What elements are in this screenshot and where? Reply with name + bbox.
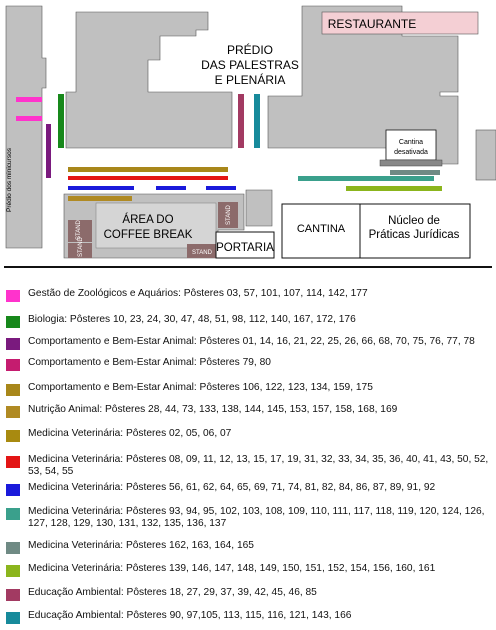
predio-palestras-label-1: PRÉDIO (226, 43, 274, 57)
campus-map (0, 0, 496, 262)
legend-label: Medicina Veterinária: Pôsteres 08, 09, 11, 12, 13, 15, 17, 19, 31, 32, 33, 34, 35, 36, 40, 41, 43, 50, 52, 53, 54, 55 (28, 454, 489, 477)
map-legend-divider (4, 266, 492, 268)
legend-label: Medicina Veterinária: Pôsteres 93, 94, 95, 102, 103, 108, 109, 110, 111, 117, 118, 119, 120, 124, 126, 127, 128, 129, 130, 131, 132, 135, 136, 137 (28, 506, 485, 529)
strip-brown (68, 196, 132, 201)
legend-label: Comportamento e Bem-Estar Animal: Pôsteres 106, 122, 123, 134, 159, 175 (28, 382, 373, 393)
legend-label: Educação Ambiental: Pôsteres 18, 27, 29, 37, 39, 42, 45, 46, 85 (28, 587, 317, 598)
legend-swatch (6, 589, 20, 601)
stand-label-right: STAND (226, 205, 232, 225)
cantina-desativada-label-2: desativada (394, 149, 428, 156)
strip-comportamento-79-80 (238, 94, 244, 148)
legend-label: Gestão de Zoológicos e Aquários: Pôsteres 03, 57, 101, 107, 114, 142, 177 (28, 288, 368, 299)
legend-label: Comportamento e Bem-Estar Animal: Pôsteres 01, 14, 16, 21, 22, 25, 26, 66, 68, 70, 75, 76, 77, 78 (28, 336, 475, 347)
cantina-desativada-roof (380, 160, 442, 166)
predio-palestras-left-wing (66, 12, 232, 148)
strip-blue-2 (156, 186, 186, 190)
strip-olive (68, 167, 228, 172)
legend-label: Medicina Veterinária: Pôsteres 162, 163, 164, 165 (28, 540, 254, 551)
legend-swatch (6, 359, 20, 371)
legend-swatch (6, 456, 20, 468)
stand-label-bottom-left: STAND (78, 237, 84, 257)
predio-palestras-label-3: E PLENÁRIA (214, 73, 286, 87)
predio-minicursos-label: Prédio dos minicursos (6, 148, 13, 212)
legend-label: Nutrição Animal: Pôsteres 28, 44, 73, 133, 138, 144, 145, 153, 157, 158, 168, 169 (28, 404, 398, 415)
legend-swatch (6, 430, 20, 442)
strip-blue-1 (68, 186, 134, 190)
strip-educacao-teal (254, 94, 260, 148)
cantina-label: CANTINA (296, 223, 346, 235)
strip-gestao-zoologicos-2 (16, 116, 42, 121)
nucleo-label-1: Núcleo de (388, 215, 440, 227)
predio-palestras-label-2: DAS PALESTRAS (201, 58, 299, 72)
legend-swatch (6, 612, 20, 624)
legend-label: Medicina Veterinária: Pôsteres 139, 146, 147, 148, 149, 150, 151, 152, 154, 156, 160, 161 (28, 563, 436, 574)
area-coffee-label-1: ÁREA DO (122, 214, 174, 226)
stand-label-bottom-right: STAND (192, 250, 212, 256)
strip-teal-green (298, 176, 434, 181)
legend-swatch (6, 508, 20, 520)
legend-swatch (6, 565, 20, 577)
legend-swatch (6, 484, 20, 496)
stand-label-left: STAND (76, 220, 82, 240)
strip-gestao-zoologicos-1 (16, 97, 42, 102)
legend-swatch (6, 290, 20, 302)
strip-blue-3 (206, 186, 236, 190)
strip-red (68, 176, 228, 180)
legend-label: Comportamento e Bem-Estar Animal: Pôsteres 79, 80 (28, 357, 271, 368)
area-coffee-label-2: COFFEE BREAK (103, 229, 193, 241)
legend-swatch (6, 406, 20, 418)
legend-label: Medicina Veterinária: Pôsteres 02, 05, 06, 07 (28, 428, 232, 439)
legend-swatch (6, 542, 20, 554)
corner-building (246, 190, 272, 226)
legend-swatch (6, 316, 20, 328)
restaurante-label: RESTAURANTE (327, 17, 417, 31)
legend-label: Biologia: Pôsteres 10, 23, 24, 30, 47, 48, 51, 98, 112, 140, 167, 172, 176 (28, 314, 356, 325)
legend-swatch (6, 338, 20, 350)
nucleo-label-2: Práticas Jurídicas (368, 229, 460, 241)
cantina-desativada-label-1: Cantina (398, 139, 424, 146)
legend-label: Educação Ambiental: Pôsteres 90, 97,105, 113, 115, 116, 121, 143, 166 (28, 610, 352, 621)
strip-comportamento-purple (46, 124, 51, 178)
strip-lime (346, 186, 442, 191)
right-edge-building (476, 130, 496, 180)
legend-swatch (6, 384, 20, 396)
strip-biologia (58, 94, 64, 148)
legend-label: Medicina Veterinária: Pôsteres 56, 61, 62, 64, 65, 69, 71, 74, 81, 82, 84, 86, 87, 89, 91, 92 (28, 482, 436, 493)
strip-gray-teal (390, 170, 440, 175)
portaria-label: PORTARIA (216, 242, 274, 254)
